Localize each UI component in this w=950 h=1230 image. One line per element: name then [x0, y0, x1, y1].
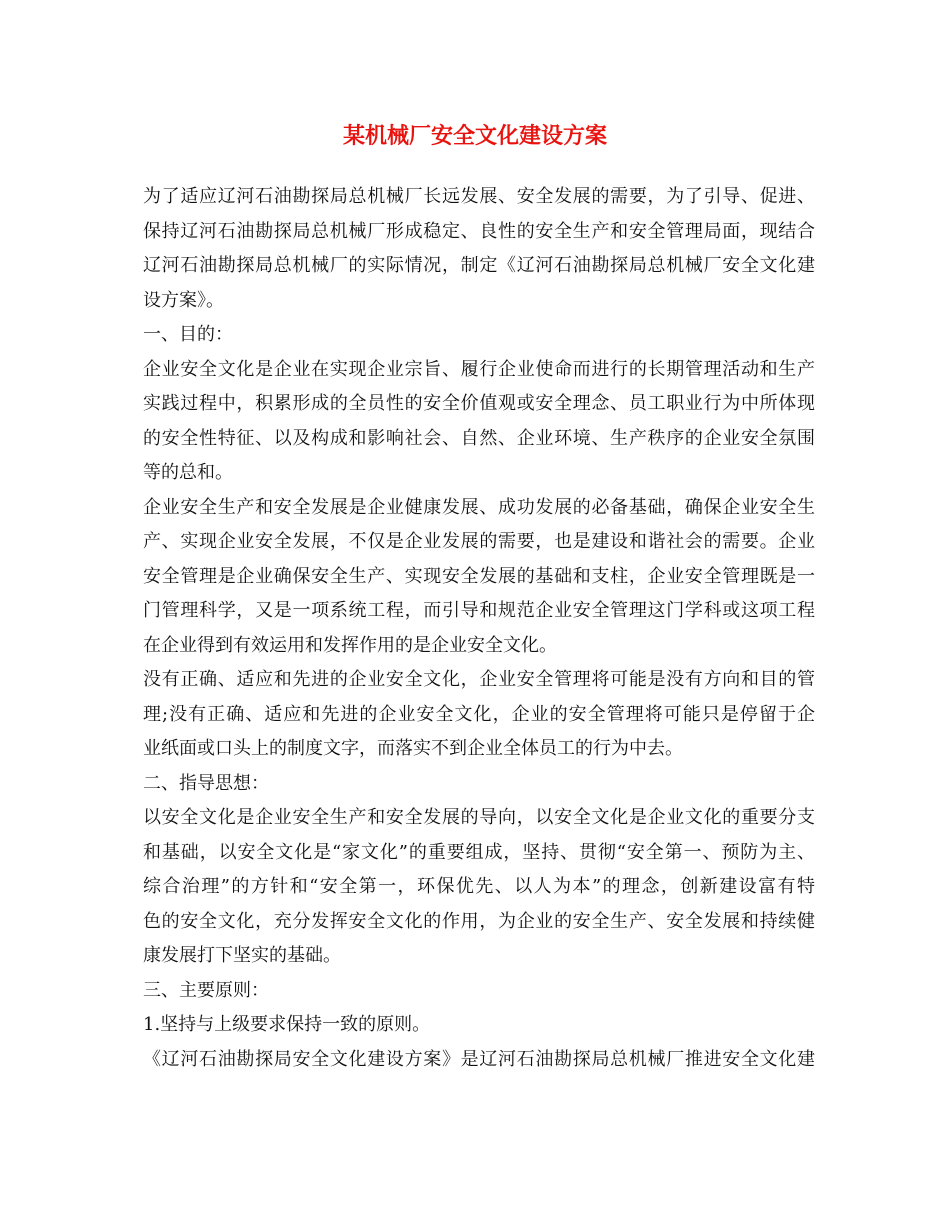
body-line: 门管理科学，又是一项系统工程，而引导和规范企业安全管理这门学科或这项工程: [143, 600, 815, 621]
list-item: 1.坚持与上级要求保持一致的原则。: [143, 1014, 431, 1035]
body-line: 康发展打下坚实的基础。: [143, 945, 341, 966]
body-line: 以安全文化是企业安全生产和安全发展的导向，以安全文化是企业文化的重要分支: [143, 807, 815, 828]
body-line: 等的总和。: [143, 462, 233, 483]
body-line: 和基础，以安全文化是“家文化”的重要组成，坚持、贯彻“安全第一、预防为主、: [143, 841, 815, 863]
section-heading: 二、指导思想：: [143, 772, 269, 794]
body-line: 色的安全文化，充分发挥安全文化的作用，为企业的安全生产、安全发展和持续健: [143, 910, 815, 932]
document-body: [143, 180, 815, 1077]
body-line: 企业安全生产和安全发展是企业健康发展、成功发展的必备基础，确保企业安全生: [143, 496, 815, 518]
body-line: 为了适应辽河石油勘探局总机械厂长远发展、安全发展的需要，为了引导、促进、: [143, 186, 815, 207]
body-line: 综合治理”的方针和“安全第一，环保优先、以人为本”的理念，创新建设富有特: [143, 876, 815, 897]
body-line: 的安全性特征、以及构成和影响社会、自然、企业环境、生产秩序的企业安全氛围: [143, 427, 815, 449]
section-heading: 三、主要原则：: [143, 979, 269, 1001]
body-line: 辽河石油勘探局总机械厂的实际情况，制定《辽河石油勘探局总机械厂安全文化建: [143, 255, 815, 276]
body-line: 安全管理是企业确保安全生产、实现安全发展的基础和支柱，企业安全管理既是一: [143, 565, 815, 587]
body-line: 没有正确、适应和先进的企业安全文化，企业安全管理将可能是没有方向和目的管: [143, 669, 815, 690]
body-line: 业纸面或口头上的制度文字，而落实不到企业全体员工的行为中去。: [143, 738, 683, 759]
section-heading: 一、目的：: [143, 324, 233, 345]
body-line: 保持辽河石油勘探局总机械厂形成稳定、良性的安全生产和安全管理局面，现结合: [143, 220, 815, 242]
body-line: 理;没有正确、适应和先进的企业安全文化，企业的安全管理将可能只是停留于企: [143, 703, 815, 725]
body-line: 实践过程中，积累形成的全员性的安全价值观或安全理念、员工职业行为中所体现: [143, 393, 815, 414]
body-line: 在企业得到有效运用和发挥作用的是企业安全文化。: [143, 634, 557, 656]
body-line: 企业安全文化是企业在实现企业宗旨、履行企业使命而进行的长期管理活动和生产: [143, 358, 815, 380]
body-line: 产、实现企业安全发展，不仅是企业发展的需要，也是建设和谐社会的需要。企业: [143, 531, 815, 552]
body-line: 设方案》。: [143, 289, 224, 311]
body-line: 《辽河石油勘探局安全文化建设方案》是辽河石油勘探局总机械厂推进安全文化建: [143, 1048, 815, 1070]
document-title: 某机械厂安全文化建设方案: [342, 123, 607, 149]
